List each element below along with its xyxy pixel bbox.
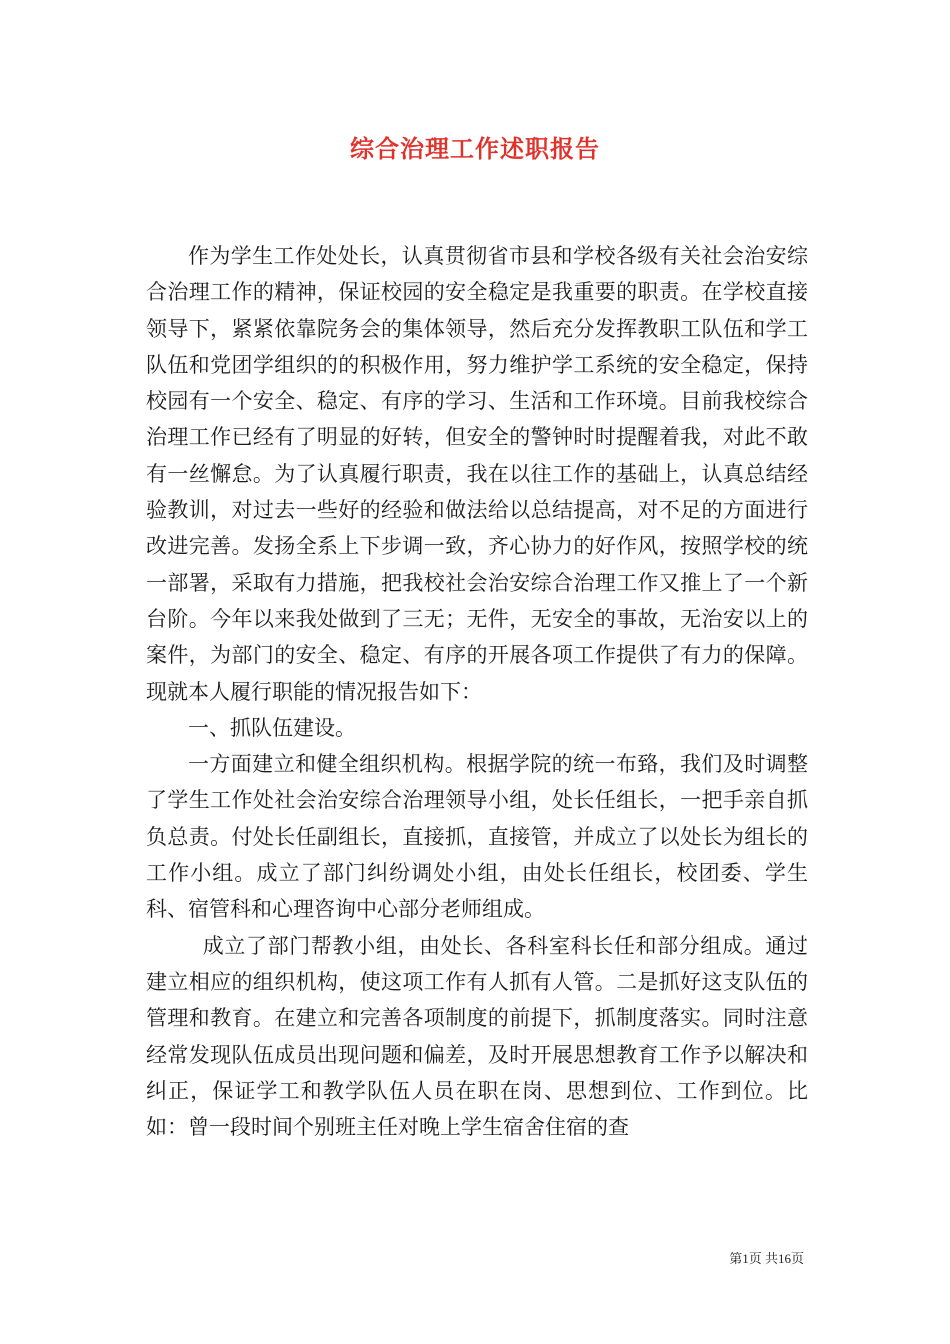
total-page-count: 16 [777,1251,791,1266]
paragraph-intro: 作为学生工作处处长，认真贯彻省市县和学校各级有关社会治安综合治理工作的精神，保证校园的安全稳定是我重要的职责。在学校直接领导下，紧紧依靠院务会的集体领导，然后充分发挥教职工队伍和学工队伍和党团学组织的的积极作用，努力维护学工系统的安全稳定，保持校园有一个安全、稳定、有序的学习、生活和工作环境。目前我校综合治理工作已经有了明显的好转，但安全的警钟时时提醒着我，对此不敢有一丝懈怠。为了认真履行职责，我在以往工作的基础上，认真总结经验教训，对过去一些好的经验和做法给以总结提高，对不足的方面进行改进完善。发扬全系上下步调一致，齐心协力的好作风，按照学校的统一部署，采取有力措施，把我校社会治安综合治理工作又推上了一个新台阶。今年以来我处做到了三无；无件，无安全的事故，无治安以上的案件，为部门的安全、稳定、有序的开展各项工作提供了有力的保障。现就本人履行职能的情况报告如下： [146,244,808,704]
footer-middle: 页 共 [748,1251,778,1266]
document-title: 综合治理工作述职报告 [350,134,600,163]
paragraph-org-structure: 一方面建立和健全组织机构。根据学院的统一布臵，我们及时调整了学生工作处社会治安综合治理领导小组，处长任组长，一把手亲自抓负总责。付处长任副组长，直接抓，直接管，并成立了以处长为组长的工作小组。成立了部门纠纷调处小组，由处长任组长，校团委、学生科、宿管科和心理咨询中心部分老师组成。 [146,752,808,922]
section-heading-1: 一、抓队伍建设。 [188,715,356,740]
page-number-footer [729,1250,804,1269]
document-body [146,238,808,1145]
paragraph-team-management: 成立了部门帮教小组，由处长、各科室科长任和部分组成。通过建立相应的组织机构，使这项工作有人抓有人管。二是抓好这支队伍的管理和教育。在建立和完善各项制度的前提下，抓制度落实。同时注意经常发现队伍成员出现问题和偏差，及时开展思想教育工作予以解决和纠正，保证学工和教学队伍人员在职在岗、思想到位、工作到位。比如：曾一段时间个别班主任对晚上学生宿舍住宿的查 [146,933,808,1140]
current-page-number: 1 [742,1251,749,1266]
footer-suffix: 页 [790,1251,804,1266]
footer-prefix: 第 [729,1251,743,1266]
